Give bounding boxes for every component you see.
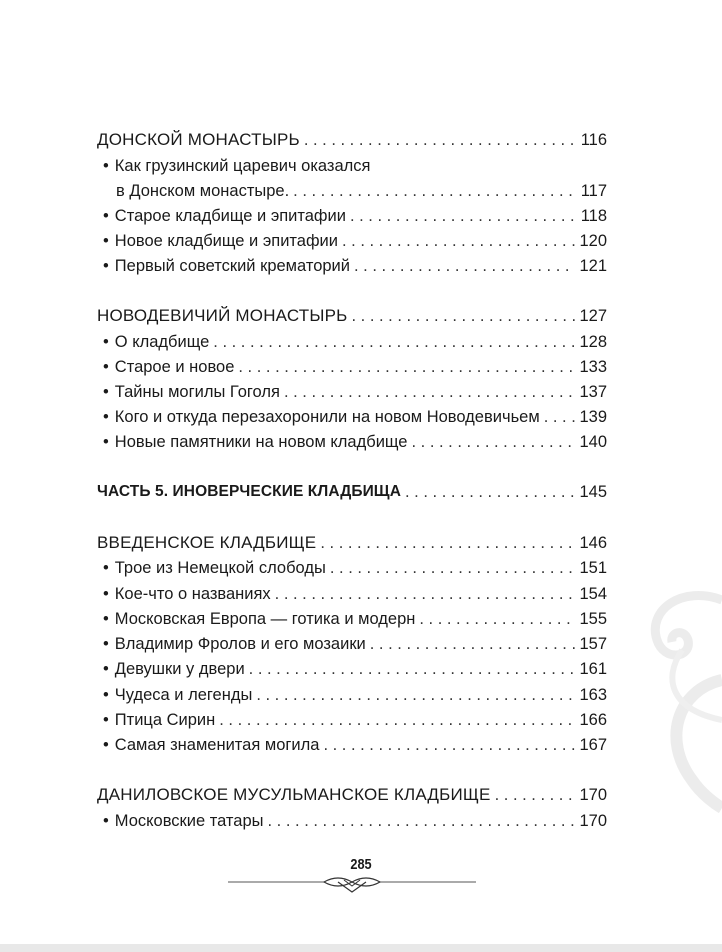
entry-page: 157 [579,635,607,653]
bullet-icon: • [103,408,109,426]
toc-subentry[interactable] [103,681,607,705]
entry-title-text: Птица Сирин [114,711,216,729]
entry-title [103,735,319,755]
entry-page: 139 [579,408,607,426]
entry-title [103,584,271,604]
entry-page: 170 [579,786,607,804]
entry-title [103,156,370,176]
entry-title [103,382,280,402]
entry-title-text: Новое кладбище и эпитафии [114,232,338,250]
entry-page: 163 [579,686,607,704]
toc-subentry[interactable] [103,630,607,654]
entry-title-text: Владимир Фролов и его мозаики [114,635,366,653]
entry-title-text: Трое из Немецкой слободы [114,559,326,577]
toc-subentry[interactable] [103,554,607,578]
entry-title [103,256,350,276]
entry-title-text: в Донском монастыре. [116,182,290,200]
section-heading[interactable] [97,302,607,326]
entry-title [103,685,252,705]
entry-title-text: Московская Европа — готика и модерн [114,610,416,628]
toc-subentry[interactable] [103,252,607,276]
entry-title [97,533,316,553]
bullet-icon: • [103,660,109,678]
entry-title [103,231,338,251]
toc-subentry[interactable] [103,731,607,755]
bullet-icon: • [103,711,109,729]
entry-title [103,432,407,452]
toc-subentry[interactable] [103,655,607,679]
entry-title [103,357,234,377]
dot-leader [323,735,575,755]
entry-title [103,332,209,352]
toc-subentry[interactable] [103,227,607,251]
toc-subentry[interactable] [103,378,607,402]
entry-page: 154 [579,585,607,603]
entry-page: 161 [579,660,607,678]
entry-title [97,482,401,502]
bullet-icon: • [103,559,109,577]
entry-page: 128 [579,333,607,351]
entry-page: 166 [579,711,607,729]
dot-leader [275,584,576,604]
entry-title-text: Старое и новое [114,358,235,376]
toc-subentry[interactable] [103,580,607,604]
entry-title-text: Как грузинский царевич оказался [114,157,371,175]
page-edge [0,944,722,952]
bullet-icon: • [103,257,109,275]
entry-page: 137 [579,383,607,401]
entry-title-text: Кое-что о названиях [114,585,271,603]
dot-leader [495,785,576,805]
entry-page: 155 [579,610,607,628]
bullet-icon: • [103,433,109,451]
bullet-icon: • [103,333,109,351]
dot-leader [219,710,575,730]
bullet-icon: • [103,232,109,250]
dot-leader [320,533,575,553]
bullet-icon: • [103,157,109,175]
entry-title [116,181,289,201]
dot-leader [544,407,576,427]
toc-subentry[interactable] [103,353,607,377]
dot-leader [293,181,577,201]
entry-title [103,206,346,226]
entry-title-text: Московские татары [114,812,264,830]
entry-title-text: Новые памятники на новом кладбище [114,433,408,451]
entry-title [103,811,264,831]
entry-page: 145 [579,483,607,501]
entry-title-text: ДАНИЛОВСКОЕ МУСУЛЬМАНСКОЕ КЛАДБИЩЕ [97,785,491,804]
decorative-swirl-icon [622,590,722,820]
entry-title [103,659,245,679]
toc-subentry[interactable] [103,605,607,629]
dot-leader [411,432,575,452]
dot-leader [213,332,575,352]
bullet-icon: • [103,585,109,603]
dot-leader [370,634,576,654]
entry-title [103,558,326,578]
entry-page: 133 [579,358,607,376]
entry-page: 117 [580,182,607,200]
entry-title-text: ВВЕДЕНСКОЕ КЛАДБИЩЕ [97,533,317,552]
page-number: 285 [350,856,372,873]
entry-page: 121 [579,257,607,275]
toc-subentry[interactable] [103,706,607,730]
entry-page: 116 [580,131,607,149]
toc-subentry[interactable] [103,152,607,176]
entry-title-text: Девушки у двери [114,660,245,678]
entry-title-text: Старое кладбище и эпитафии [114,207,346,225]
entry-page: 170 [579,812,607,830]
entry-title-text: ЧАСТЬ 5. ИНОВЕРЧЕСКИЕ КЛАДБИЩА [97,483,402,500]
entry-title [97,130,300,150]
bullet-icon: • [103,686,109,704]
toc-subentry[interactable] [103,807,607,831]
entry-title [103,407,540,427]
entry-title-text: Кого и откуда перезахоронили на новом Новодевичьем [114,408,540,426]
bullet-icon: • [103,812,109,830]
entry-page: 127 [579,307,607,325]
bullet-icon: • [103,207,109,225]
toc-subentry[interactable] [103,428,607,452]
dot-leader [284,382,576,402]
dot-leader [405,482,575,502]
dot-leader [342,231,575,251]
ornament-divider-icon [228,874,476,894]
section-heading[interactable] [97,529,607,553]
bullet-icon: • [103,383,109,401]
dot-leader [304,130,577,150]
entry-title [97,785,491,805]
entry-title-text: Чудеса и легенды [114,686,253,704]
toc-subentry[interactable] [103,202,607,226]
section-heading[interactable] [97,781,607,805]
toc-subentry[interactable] [103,403,607,427]
entry-page: 118 [580,207,607,225]
entry-title-text: Тайны могилы Гоголя [114,383,280,401]
entry-title [103,710,215,730]
entry-page: 140 [579,433,607,451]
dot-leader [249,659,576,679]
dot-leader [256,685,575,705]
bullet-icon: • [103,358,109,376]
entry-page: 167 [579,736,607,754]
bullet-icon: • [103,635,109,653]
entry-title [103,609,415,629]
entry-page: 146 [579,534,607,552]
dot-leader [350,206,577,226]
bullet-icon: • [103,736,109,754]
entry-title-text: Самая знаменитая могила [114,736,320,754]
section-heading[interactable] [97,126,607,150]
dot-leader [419,609,575,629]
part-heading[interactable] [97,478,607,502]
bullet-icon: • [103,610,109,628]
entry-page: 120 [579,232,607,250]
dot-leader [352,306,576,326]
dot-leader [238,357,575,377]
entry-title [97,306,348,326]
dot-leader [268,811,576,831]
entry-title-text: Первый советский крематорий [114,257,350,275]
toc-subentry[interactable] [103,328,607,352]
entry-title-text: О кладбище [114,333,210,351]
toc-subentry-continuation[interactable] [116,177,607,201]
entry-title [103,634,366,654]
entry-title-text: НОВОДЕВИЧИЙ МОНАСТЫРЬ [97,306,348,325]
dot-leader [330,558,576,578]
dot-leader [354,256,575,276]
entry-title-text: ДОНСКОЙ МОНАСТЫРЬ [97,130,300,149]
entry-page: 151 [579,559,607,577]
